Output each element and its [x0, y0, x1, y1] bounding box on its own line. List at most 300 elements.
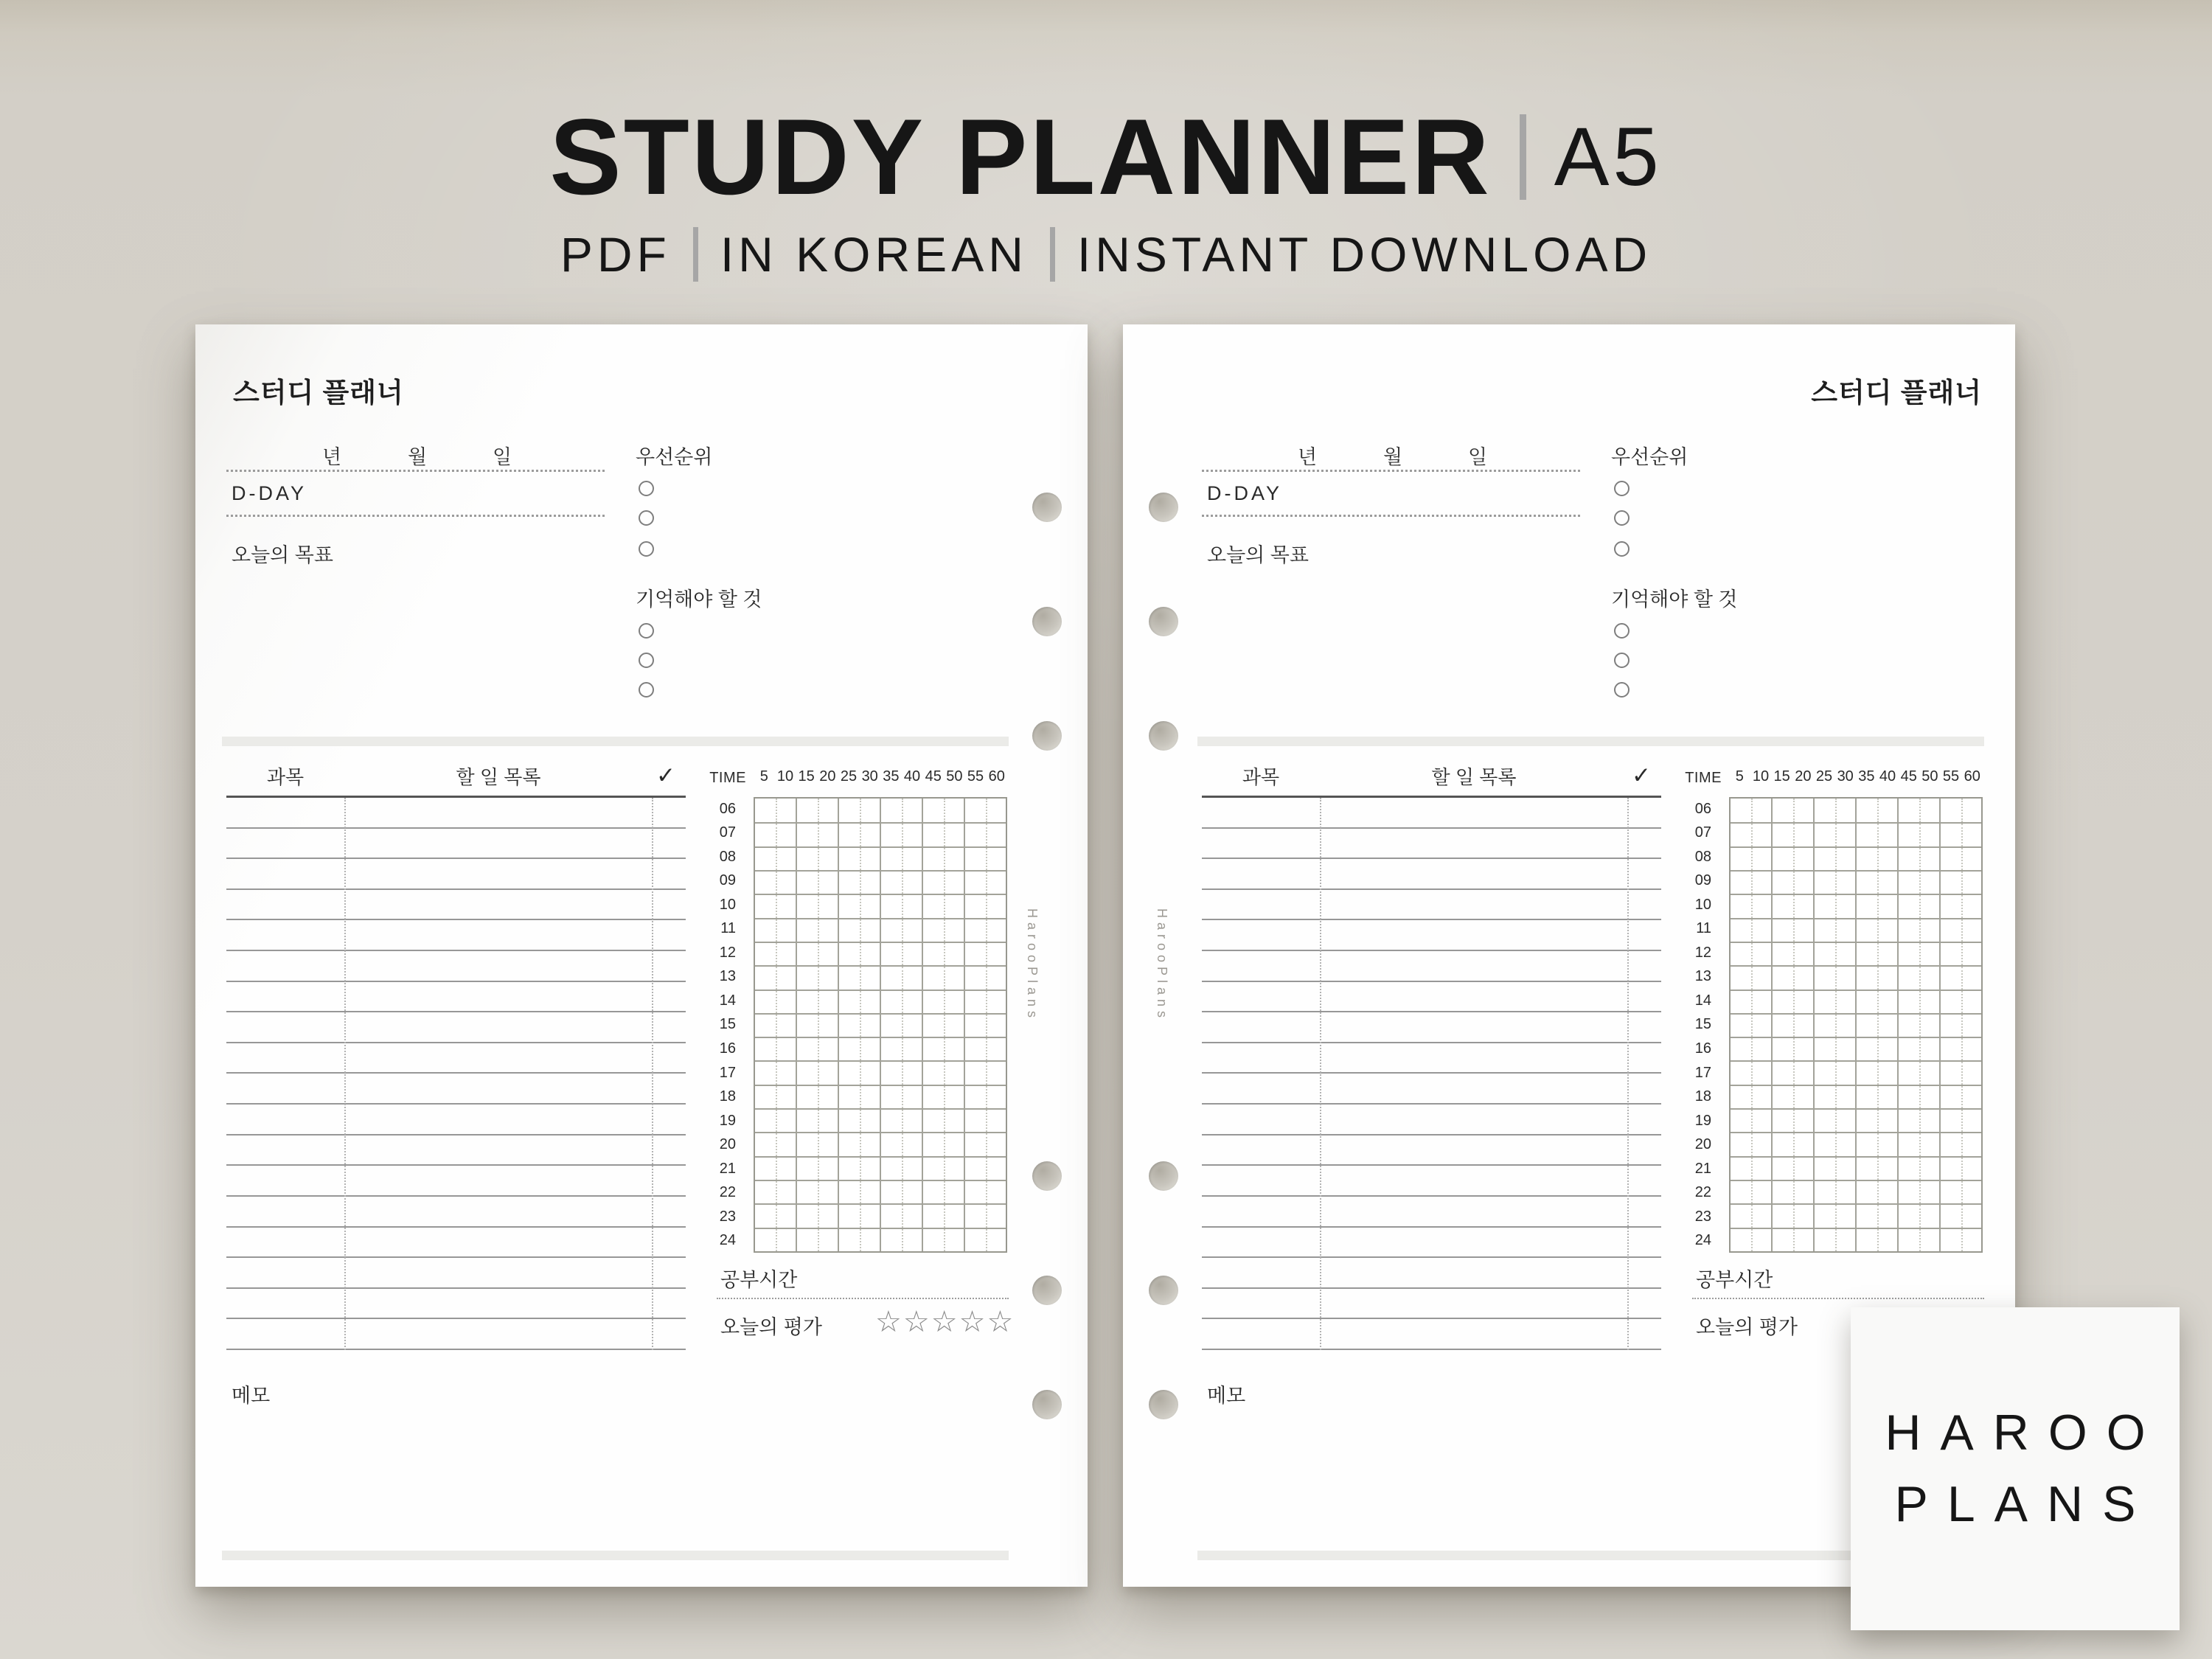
- binder-hole: [1149, 721, 1178, 751]
- time-grid-cell: [1897, 1038, 1939, 1060]
- time-grid-cell: [796, 1062, 838, 1084]
- time-grid-cell: [796, 824, 838, 846]
- subject-column-header: 과목: [266, 766, 305, 788]
- time-grid-cell: [1731, 1133, 1771, 1155]
- table-column-divider: [1627, 798, 1629, 1350]
- time-grid-cell: [1813, 1038, 1855, 1060]
- time-grid-cell: [755, 943, 796, 965]
- today-goal-label: 오늘의 목표: [1207, 544, 1309, 566]
- todo-column-header: 할 일 목록: [456, 766, 541, 788]
- page-title: 스터디 플래너: [1811, 378, 1982, 408]
- hour-tick: 22: [719, 1184, 736, 1201]
- time-grid-cell: [838, 895, 880, 917]
- subject-table-row: [1202, 920, 1661, 951]
- time-grid-cell: [1855, 848, 1897, 870]
- minute-tick: 55: [1942, 768, 1960, 785]
- minute-tick: 15: [1773, 768, 1790, 785]
- time-grid-cell: [1855, 919, 1897, 942]
- time-grid-cell: [880, 1181, 922, 1203]
- day-label: 일: [493, 446, 512, 468]
- time-grid-cell: [1771, 1015, 1813, 1037]
- time-grid-cell: [1939, 799, 1981, 822]
- time-grid-cell: [755, 991, 796, 1013]
- time-grid-cell: [838, 1062, 880, 1084]
- time-grid-cell: [796, 1181, 838, 1203]
- product-title: STUDY PLANNER: [549, 97, 1492, 217]
- time-grid-cell: [1731, 1158, 1771, 1180]
- hour-tick: 18: [1694, 1088, 1711, 1105]
- time-grid-cell: [1731, 991, 1771, 1013]
- time-grid-cell: [1897, 1229, 1939, 1251]
- binder-hole: [1032, 1276, 1062, 1305]
- time-grid-cell: [880, 1062, 922, 1084]
- time-grid-cell: [922, 919, 964, 942]
- priority-circle-icon: [639, 541, 654, 557]
- today-eval-label: 오늘의 평가: [720, 1316, 822, 1338]
- time-grid-row: [755, 942, 1006, 965]
- hour-tick: 16: [1694, 1040, 1711, 1057]
- time-grid-cell: [1897, 872, 1939, 894]
- time-grid-cell: [1939, 1229, 1981, 1251]
- time-grid-cell: [964, 1110, 1006, 1132]
- binder-hole: [1149, 1390, 1178, 1419]
- subtitle-separator-bar: [693, 227, 698, 282]
- time-grid-cell: [880, 991, 922, 1013]
- time-grid-cell: [964, 943, 1006, 965]
- brand-logo-card: [1851, 1307, 2180, 1630]
- time-grid-row: [755, 1060, 1006, 1084]
- remember-circle-icon: [639, 653, 654, 668]
- study-time-label: 공부시간: [720, 1269, 798, 1291]
- time-grid-row: [1731, 1108, 1981, 1132]
- time-grid-cell: [1897, 1205, 1939, 1227]
- star-icon: ☆: [875, 1306, 903, 1338]
- time-grid-cell: [1771, 799, 1813, 822]
- time-grid-cell: [1731, 1229, 1771, 1251]
- time-grid-cell: [1897, 824, 1939, 846]
- time-grid-cell: [1731, 967, 1771, 989]
- hour-tick: 11: [1696, 920, 1711, 937]
- time-grid-cell: [1855, 943, 1897, 965]
- time-grid-row: [1731, 870, 1981, 894]
- time-grid-cell: [1731, 943, 1771, 965]
- brand-watermark: HarooPlans: [1155, 908, 1169, 1023]
- todo-column-header: 할 일 목록: [1431, 766, 1517, 788]
- time-grid-cell: [1897, 1015, 1939, 1037]
- time-grid-cell: [1771, 1062, 1813, 1084]
- time-grid-cell: [1939, 967, 1981, 989]
- time-grid-cell: [1939, 1038, 1981, 1060]
- subject-table-row: [226, 1012, 686, 1043]
- time-grid-cell: [922, 848, 964, 870]
- subject-table-row: [1202, 890, 1661, 921]
- day-label: 일: [1468, 446, 1488, 468]
- time-grid-cell: [1897, 1062, 1939, 1084]
- subject-table-row: [226, 920, 686, 951]
- hour-tick: 16: [719, 1040, 736, 1057]
- time-grid-row: [755, 1228, 1006, 1251]
- time-grid-header: TIME: [709, 770, 746, 786]
- subtitle-delivery: INSTANT DOWNLOAD: [1077, 227, 1652, 282]
- time-grid-cell: [922, 1205, 964, 1227]
- minute-tick: 25: [840, 768, 858, 785]
- time-grid-cell: [922, 895, 964, 917]
- binder-hole: [1149, 1276, 1178, 1305]
- time-grid-cell: [1813, 1133, 1855, 1155]
- hour-tick: 21: [719, 1160, 736, 1177]
- time-grid-cell: [880, 919, 922, 942]
- time-grid-cell: [1897, 848, 1939, 870]
- time-grid-cell: [1897, 1086, 1939, 1108]
- priority-circle-icon: [639, 510, 654, 526]
- time-grid-cell: [1855, 895, 1897, 917]
- time-grid-row: [1731, 1085, 1981, 1108]
- time-grid-cell: [1855, 1062, 1897, 1084]
- time-grid-cell: [922, 1181, 964, 1203]
- year-label: 년: [322, 446, 342, 468]
- hour-tick: 21: [1694, 1160, 1711, 1177]
- time-grid-cell: [796, 848, 838, 870]
- section-divider-band: [1197, 737, 1984, 746]
- minute-tick: 5: [1735, 768, 1744, 785]
- time-grid-cell: [964, 848, 1006, 870]
- hour-tick: 06: [719, 800, 736, 817]
- hour-tick: 13: [719, 968, 736, 985]
- time-grid-cell: [1771, 1038, 1813, 1060]
- time-grid-cell: [880, 895, 922, 917]
- time-grid-cell: [1813, 1086, 1855, 1108]
- minute-tick: 35: [1858, 768, 1875, 785]
- minute-tick: 5: [759, 768, 768, 785]
- time-grid-cell: [1731, 895, 1771, 917]
- subject-table-row: [1202, 982, 1661, 1013]
- time-grid-cell: [1771, 1110, 1813, 1132]
- subject-table-row: [226, 982, 686, 1013]
- binder-hole: [1032, 1390, 1062, 1419]
- time-grid-cell: [838, 1086, 880, 1108]
- hour-tick: 22: [1694, 1184, 1711, 1201]
- hour-tick: 23: [719, 1208, 736, 1225]
- dday-label: D-DAY: [232, 482, 307, 504]
- time-grid-cell: [838, 967, 880, 989]
- study-time-write-line: [717, 1298, 1009, 1299]
- study-time-write-line: [1692, 1298, 1984, 1299]
- time-grid-cell: [1855, 1158, 1897, 1180]
- subject-table-row: [1202, 1135, 1661, 1166]
- time-grid-cell: [880, 824, 922, 846]
- subject-table-row: [226, 1043, 686, 1074]
- size-label: A5: [1554, 111, 1663, 203]
- minute-tick: 60: [988, 768, 1005, 785]
- time-grid-cell: [964, 1205, 1006, 1227]
- time-grid-cell: [796, 943, 838, 965]
- subject-table-row: [226, 890, 686, 921]
- minute-tick: 30: [861, 768, 878, 785]
- time-grid-cell: [922, 824, 964, 846]
- time-grid-cell: [922, 991, 964, 1013]
- time-grid-row: [1731, 1013, 1981, 1037]
- hour-tick: 10: [1694, 896, 1711, 913]
- time-tracker-grid: [1729, 797, 1983, 1253]
- time-grid-cell: [1939, 1133, 1981, 1155]
- time-grid-cell: [880, 1038, 922, 1060]
- remember-circle-icon: [1614, 653, 1630, 668]
- time-grid-cell: [1813, 1229, 1855, 1251]
- time-grid-cell: [880, 872, 922, 894]
- time-grid-cell: [1939, 848, 1981, 870]
- minute-tick: 35: [883, 768, 900, 785]
- time-grid-cell: [796, 1038, 838, 1060]
- time-grid-cell: [880, 1086, 922, 1108]
- time-grid-row: [755, 965, 1006, 989]
- time-grid-cell: [1771, 895, 1813, 917]
- time-grid-cell: [838, 872, 880, 894]
- subtitle-format: PDF: [560, 227, 671, 282]
- hour-tick: 18: [719, 1088, 736, 1105]
- month-label: 월: [1383, 446, 1403, 468]
- subject-table-row: [226, 829, 686, 860]
- table-column-divider: [344, 798, 346, 1350]
- time-grid-cell: [964, 991, 1006, 1013]
- time-grid-cell: [838, 1229, 880, 1251]
- time-grid-cell: [964, 1062, 1006, 1084]
- time-grid-cell: [755, 1110, 796, 1132]
- time-grid-cell: [1897, 1110, 1939, 1132]
- title-separator-bar: [1520, 114, 1526, 200]
- hour-tick: 20: [1694, 1136, 1711, 1153]
- minute-tick: 30: [1837, 768, 1854, 785]
- subject-column-header: 과목: [1242, 766, 1280, 788]
- time-grid-cell: [755, 1205, 796, 1227]
- subject-table-row: [1202, 1258, 1661, 1289]
- time-grid-cell: [838, 1133, 880, 1155]
- subject-table-row: [1202, 1043, 1661, 1074]
- subject-table-row: [1202, 1197, 1661, 1228]
- hour-tick: 10: [719, 896, 736, 913]
- time-grid-cell: [880, 1205, 922, 1227]
- time-grid-cell: [1855, 991, 1897, 1013]
- star-icon: ☆: [959, 1306, 987, 1338]
- hero-header: [0, 97, 2212, 282]
- time-grid-row: [755, 990, 1006, 1013]
- page-content: [195, 324, 1088, 1587]
- time-grid-row: [1731, 990, 1981, 1013]
- time-grid-cell: [755, 1158, 796, 1180]
- time-grid-cell: [755, 1015, 796, 1037]
- star-icon: ☆: [931, 1306, 959, 1338]
- time-grid-cell: [922, 1062, 964, 1084]
- time-grid-cell: [755, 872, 796, 894]
- time-grid-cell: [880, 1110, 922, 1132]
- hour-tick: 14: [719, 992, 736, 1009]
- minute-tick: 50: [1921, 768, 1938, 785]
- time-grid-cell: [838, 1038, 880, 1060]
- subject-table-row: [1202, 859, 1661, 890]
- time-grid-cell: [1813, 919, 1855, 942]
- time-grid-cell: [838, 919, 880, 942]
- minute-tick: 45: [925, 768, 942, 785]
- time-grid-cell: [1855, 1181, 1897, 1203]
- time-grid-cell: [964, 1086, 1006, 1108]
- subject-table-row: [226, 1228, 686, 1259]
- hour-tick: 12: [719, 944, 736, 961]
- time-grid-row: [1731, 918, 1981, 942]
- time-grid-cell: [922, 1158, 964, 1180]
- subject-table-row: [1202, 1012, 1661, 1043]
- time-grid-cell: [964, 895, 1006, 917]
- minute-tick: 40: [1879, 768, 1896, 785]
- time-grid-row: [1731, 1228, 1981, 1251]
- time-grid-row: [1731, 822, 1981, 846]
- subject-table-row: [1202, 1319, 1661, 1350]
- time-grid-cell: [922, 1110, 964, 1132]
- time-grid-cell: [964, 872, 1006, 894]
- subject-table-row: [226, 1197, 686, 1228]
- star-icon: ☆: [902, 1306, 931, 1338]
- hour-tick: 09: [1694, 872, 1711, 889]
- time-grid-cell: [1731, 919, 1771, 942]
- time-grid-cell: [880, 943, 922, 965]
- time-grid-row: [755, 799, 1006, 822]
- time-grid-cell: [1813, 799, 1855, 822]
- time-grid-row: [755, 1203, 1006, 1227]
- time-grid-cell: [1939, 919, 1981, 942]
- time-grid-cell: [1897, 967, 1939, 989]
- minute-tick: 45: [1900, 768, 1917, 785]
- time-grid-cell: [755, 1086, 796, 1108]
- time-grid-row: [755, 846, 1006, 870]
- time-grid-cell: [1731, 1015, 1771, 1037]
- time-grid-row: [1731, 1060, 1981, 1084]
- star-icon: ☆: [987, 1306, 1015, 1338]
- time-grid-cell: [1939, 1062, 1981, 1084]
- time-grid-cell: [796, 872, 838, 894]
- subject-table-row: [1202, 1228, 1661, 1259]
- time-grid-cell: [922, 1133, 964, 1155]
- time-grid-cell: [1897, 943, 1939, 965]
- hour-tick: 14: [1694, 992, 1711, 1009]
- time-grid-cell: [880, 1229, 922, 1251]
- time-grid-cell: [838, 1110, 880, 1132]
- hour-tick: 06: [1694, 800, 1711, 817]
- time-grid-header: TIME: [1685, 770, 1722, 786]
- time-grid-cell: [1897, 1181, 1939, 1203]
- hour-tick: 17: [1694, 1064, 1711, 1081]
- hour-tick: 08: [719, 848, 736, 865]
- time-grid-cell: [1731, 872, 1771, 894]
- time-grid-cell: [964, 1015, 1006, 1037]
- time-grid-cell: [838, 943, 880, 965]
- time-grid-cell: [838, 799, 880, 822]
- time-grid-row: [1731, 1156, 1981, 1180]
- subject-rows: [1202, 798, 1661, 1350]
- time-grid-cell: [1855, 1015, 1897, 1037]
- study-time-label: 공부시간: [1696, 1269, 1773, 1291]
- time-grid-cell: [1813, 943, 1855, 965]
- time-grid-row: [755, 1180, 1006, 1203]
- check-column-header: ✓: [1632, 762, 1651, 788]
- time-grid-cell: [1813, 967, 1855, 989]
- time-grid-cell: [755, 967, 796, 989]
- time-grid-cell: [1731, 1038, 1771, 1060]
- time-grid-cell: [1897, 919, 1939, 942]
- minute-tick: 20: [1795, 768, 1812, 785]
- time-grid-cell: [1855, 824, 1897, 846]
- time-grid-cell: [964, 799, 1006, 822]
- time-grid-row: [1731, 894, 1981, 917]
- subtitle-separator-bar: [1050, 227, 1055, 282]
- date-write-line: [1202, 470, 1580, 472]
- remember-circle-icon: [639, 623, 654, 639]
- binder-hole: [1149, 1161, 1178, 1191]
- time-grid-cell: [1771, 1158, 1813, 1180]
- time-grid-row: [755, 1085, 1006, 1108]
- time-grid-cell: [964, 1133, 1006, 1155]
- section-divider-band: [222, 737, 1009, 746]
- time-grid-cell: [1897, 1133, 1939, 1155]
- time-grid-row: [1731, 1037, 1981, 1060]
- time-grid-row: [755, 1132, 1006, 1155]
- hour-tick: 24: [719, 1232, 736, 1249]
- time-grid-cell: [1855, 799, 1897, 822]
- time-grid-row: [755, 870, 1006, 894]
- time-grid-cell: [1731, 799, 1771, 822]
- time-grid-cell: [1855, 1038, 1897, 1060]
- binder-hole: [1032, 493, 1062, 522]
- time-grid-cell: [796, 1086, 838, 1108]
- subject-todo-table: [226, 796, 686, 1350]
- time-grid-cell: [1813, 1205, 1855, 1227]
- time-grid-cell: [1731, 1110, 1771, 1132]
- minute-tick: 55: [967, 768, 984, 785]
- minute-tick: 25: [1815, 768, 1833, 785]
- priority-circle-icon: [1614, 510, 1630, 526]
- time-grid-row: [755, 1037, 1006, 1060]
- time-grid-cell: [964, 967, 1006, 989]
- table-column-divider: [1320, 798, 1321, 1350]
- hero-subtitle-row: [0, 227, 2212, 282]
- time-grid-cell: [1731, 1181, 1771, 1203]
- time-grid-cell: [964, 1158, 1006, 1180]
- time-grid-cell: [796, 967, 838, 989]
- time-grid-row: [1731, 1203, 1981, 1227]
- priority-label: 우선순위: [636, 446, 713, 468]
- hour-tick: 07: [1694, 824, 1711, 841]
- time-grid-cell: [1939, 1181, 1981, 1203]
- brand-watermark: HarooPlans: [1025, 908, 1040, 1023]
- subject-table-row: [1202, 829, 1661, 860]
- subject-table-row: [226, 1166, 686, 1197]
- subject-table-row: [226, 1135, 686, 1166]
- brand-name-line2: PLANS: [1894, 1476, 2155, 1532]
- subject-table-row: [1202, 1166, 1661, 1197]
- time-grid-cell: [1939, 1158, 1981, 1180]
- time-grid-cell: [880, 1015, 922, 1037]
- time-grid-row: [755, 918, 1006, 942]
- time-grid-row: [1731, 799, 1981, 822]
- time-grid-row: [755, 1156, 1006, 1180]
- time-grid-cell: [922, 872, 964, 894]
- time-grid-cell: [838, 1181, 880, 1203]
- minute-tick: 10: [1752, 768, 1770, 785]
- time-grid-cell: [1731, 1086, 1771, 1108]
- subject-table-row: [1202, 1074, 1661, 1105]
- hour-tick: 08: [1694, 848, 1711, 865]
- time-grid-cell: [1939, 991, 1981, 1013]
- time-grid-cell: [796, 1229, 838, 1251]
- subject-table-row: [226, 1319, 686, 1350]
- time-grid-cell: [1939, 872, 1981, 894]
